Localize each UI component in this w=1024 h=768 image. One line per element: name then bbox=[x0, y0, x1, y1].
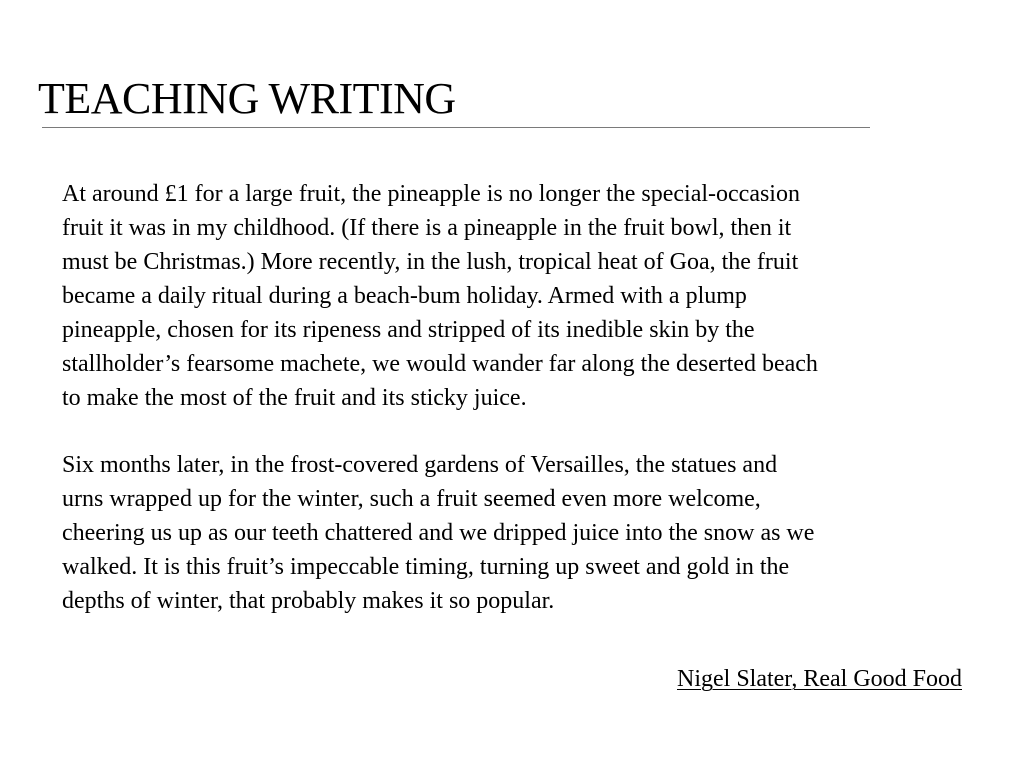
quote-paragraph-2 bbox=[62, 448, 962, 618]
quote-paragraph-1 bbox=[62, 177, 962, 415]
text-line: to make the most of the fruit and its sticky juice. bbox=[62, 385, 527, 411]
title-divider bbox=[42, 127, 870, 128]
text-line: depths of winter, that probably makes it so popular. bbox=[62, 588, 555, 614]
text-line: walked. It is this fruit’s impeccable timing, turning up sweet and gold in the bbox=[62, 554, 790, 580]
text-line: stallholder’s fearsome machete, we would wander far along the deserted beach bbox=[62, 351, 818, 377]
text-line: must be Christmas.) More recently, in the lush, tropical heat of Goa, the fruit bbox=[62, 249, 799, 275]
text-line: cheering us up as our teeth chattered and we dripped juice into the snow as we bbox=[62, 520, 815, 546]
quote-body bbox=[62, 177, 962, 651]
text-line: pineapple, chosen for its ripeness and stripped of its inedible skin by the bbox=[62, 317, 755, 343]
text-line: At around £1 for a large fruit, the pineapple is no longer the special-occasion bbox=[62, 181, 800, 207]
text-line: urns wrapped up for the winter, such a fruit seemed even more welcome, bbox=[62, 486, 761, 512]
slide-title: TEACHING WRITING bbox=[38, 74, 456, 123]
text-line: became a daily ritual during a beach-bum holiday. Armed with a plump bbox=[62, 283, 747, 309]
text-line: Six months later, in the frost-covered gardens of Versailles, the statues and bbox=[62, 452, 778, 478]
text-line: fruit it was in my childhood. (If there is a pineapple in the fruit bowl, then it bbox=[62, 215, 792, 241]
attribution-source: Nigel Slater, Real Good Food bbox=[677, 666, 962, 692]
